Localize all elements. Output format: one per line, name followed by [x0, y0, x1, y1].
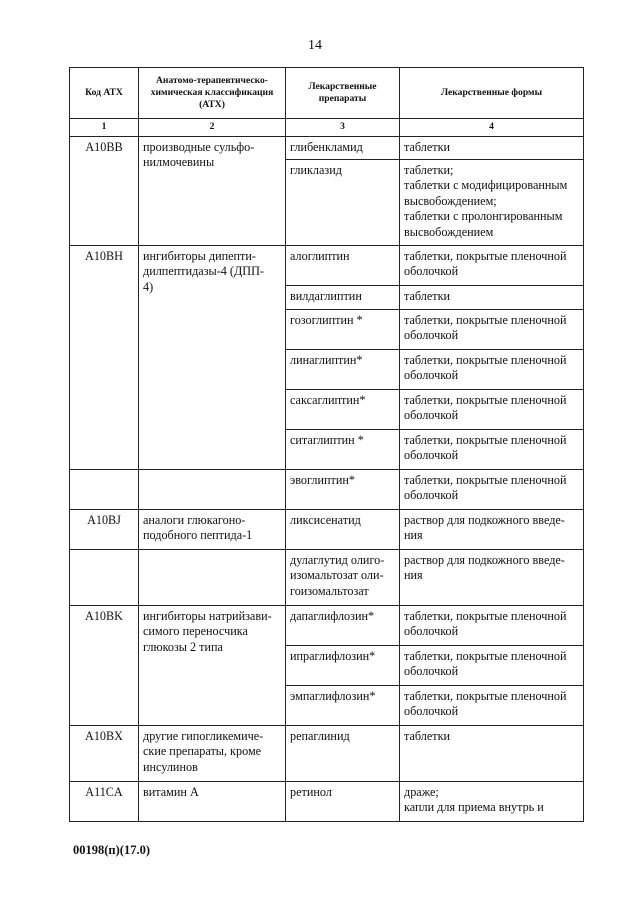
form-cell: таблетки, покрытые пленочной оболочкой [400, 390, 584, 430]
atx-code-cell [70, 550, 139, 606]
drug-cell: эмпаглифлозин* [286, 686, 400, 726]
drug-cell: дапаглифлозин* [286, 606, 400, 646]
table-row [70, 550, 584, 606]
drug-cell: репаглинид [286, 726, 400, 782]
atx-table [69, 67, 584, 822]
form-cell: таблетки, покрытые пленочной оболочкой [400, 430, 584, 470]
form-cell: таблетки, покрытые пленочной оболочкой [400, 606, 584, 646]
atx-code-cell: A10BX [70, 726, 139, 782]
form-cell: таблетки, покрытые пленочной оболочкой [400, 350, 584, 390]
form-cell: таблетки [400, 726, 584, 782]
classification-cell: ингибиторы натрийзави- симого переносчика глюкозы 2 типа [139, 606, 286, 726]
atx-code-cell: A10BJ [70, 510, 139, 550]
form-cell: таблетки; таблетки с модифицированным высвобождением; таблетки с пролонгированным высвобождением [400, 160, 584, 246]
form-cell: таблетки, покрытые пленочной оболочкой [400, 686, 584, 726]
form-cell: таблетки [400, 286, 584, 310]
table-row [70, 510, 584, 550]
form-cell: таблетки, покрытые пленочной оболочкой [400, 646, 584, 686]
drug-cell: ипраглифлозин* [286, 646, 400, 686]
document-footer-code: 00198(п)(17.0) [73, 843, 150, 857]
drug-cell: эвоглиптин* [286, 470, 400, 510]
column-number-row [70, 119, 584, 137]
form-cell: таблетки [400, 137, 584, 160]
classification-cell [139, 550, 286, 606]
form-cell: таблетки, покрытые пленочной оболочкой [400, 246, 584, 286]
classification-cell: другие гипогликемиче- ские препараты, кроме инсулинов [139, 726, 286, 782]
atx-code-cell: A10BK [70, 606, 139, 726]
form-cell: раствор для подкожного введе- ния [400, 510, 584, 550]
drug-cell: гозоглиптин * [286, 310, 400, 350]
table-row [70, 726, 584, 782]
drug-cell: вилдаглиптин [286, 286, 400, 310]
atx-code-cell: A11CA [70, 782, 139, 822]
header-forms: Лекарственные формы [400, 68, 584, 119]
atx-code-cell [70, 470, 139, 510]
col-number: 2 [139, 119, 286, 137]
drug-cell: дулаглутид олиго- изомальтозат оли- гоизомальтозат [286, 550, 400, 606]
header-row [70, 68, 584, 119]
drug-cell: ликсисенатид [286, 510, 400, 550]
classification-cell: производные сульфо- нилмочевины [139, 137, 286, 246]
table-row [70, 470, 584, 510]
table-row [70, 137, 584, 160]
header-code: Код АТХ [70, 68, 139, 119]
drug-cell: ретинол [286, 782, 400, 822]
form-cell: таблетки, покрытые пленочной оболочкой [400, 470, 584, 510]
drug-cell: ситаглиптин * [286, 430, 400, 470]
form-cell: таблетки, покрытые пленочной оболочкой [400, 310, 584, 350]
col-number: 3 [286, 119, 400, 137]
page-number: 14 [308, 38, 322, 53]
drug-cell: гликлазид [286, 160, 400, 246]
col-number: 4 [400, 119, 584, 137]
form-cell: раствор для подкожного введе- ния [400, 550, 584, 606]
drug-cell: алоглиптин [286, 246, 400, 286]
drug-cell: глибенкламид [286, 137, 400, 160]
classification-cell: витамин А [139, 782, 286, 822]
classification-cell [139, 470, 286, 510]
header-classification: Анатомо-терапевтическо-химическая классификация (АТХ) [139, 68, 286, 119]
classification-cell: ингибиторы дипепти- дилпептидазы-4 (ДПП- 4) [139, 246, 286, 470]
table-row [70, 606, 584, 646]
atx-code-cell: A10BH [70, 246, 139, 470]
drug-cell: линаглиптин* [286, 350, 400, 390]
form-cell: драже; капли для приема внутрь и [400, 782, 584, 822]
table-row [70, 246, 584, 286]
table-row [70, 782, 584, 822]
header-drugs: Лекарственные препараты [286, 68, 400, 119]
drug-cell: саксаглиптин* [286, 390, 400, 430]
classification-cell: аналоги глюкагоно- подобного пептида-1 [139, 510, 286, 550]
col-number: 1 [70, 119, 139, 137]
atx-code-cell: A10BB [70, 137, 139, 246]
